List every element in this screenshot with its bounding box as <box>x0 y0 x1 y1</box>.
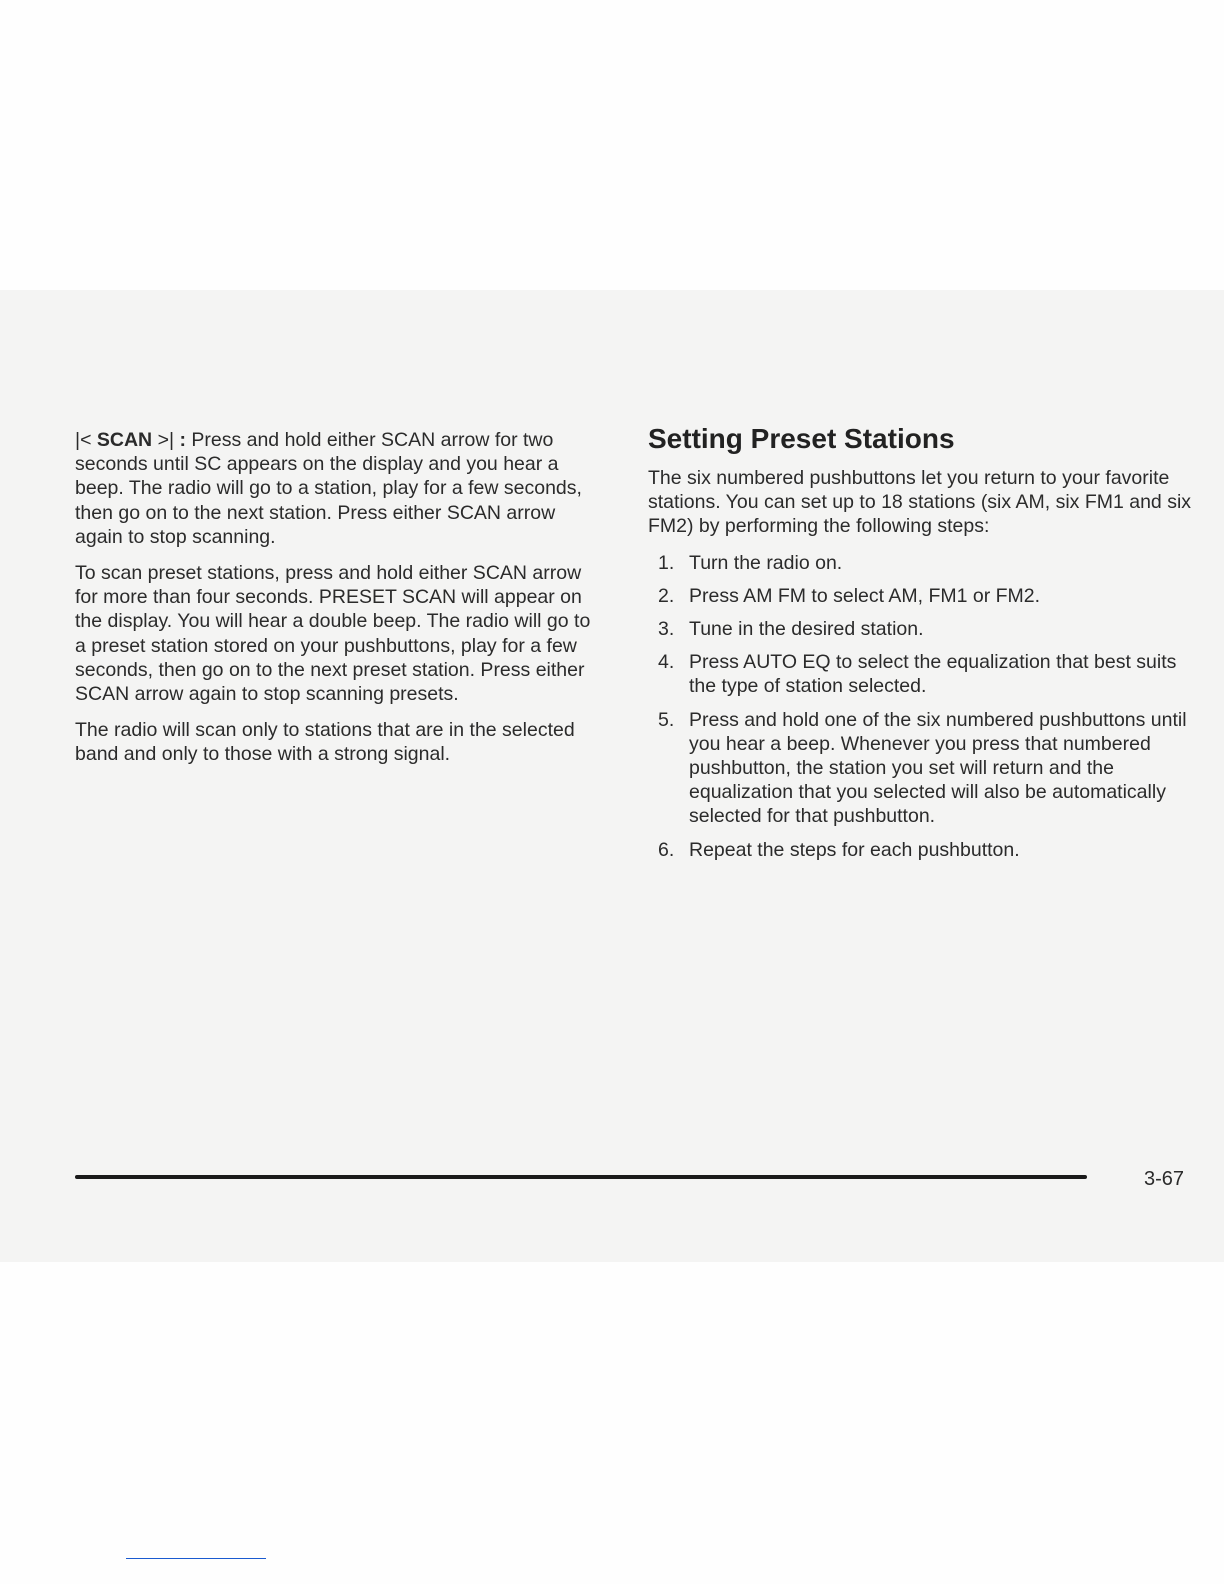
seek-back-icon: |< <box>75 429 92 451</box>
scan-heading <box>75 429 191 451</box>
list-item <box>648 617 1193 641</box>
scan-description: Press and hold either SCAN arrow for two seconds until SC appears on the display and you hear a beep. The radio will go to a station, play for a few seconds, then go on to the next station. Press either SCAN arrow again to stop scanning. <box>75 429 582 548</box>
preset-scan-paragraph: To scan preset stations, press and hold either SCAN arrow for more than four seconds. PRESET SCAN will appear on the display. You will hear a double beep. The radio will go to a preset station stored on your pushbuttons, play for a few seconds, then go on to the next preset station. Press either SCAN arrow again to stop scanning presets. <box>75 562 591 706</box>
step-text: Turn the radio on. <box>689 551 843 574</box>
step-text: Tune in the desired station. <box>689 618 924 641</box>
scan-band-paragraph: The radio will scan only to stations that are in the selected band and only to those with a strong signal. <box>75 719 575 766</box>
step-number: 5. <box>658 708 675 731</box>
step-number: 2. <box>658 584 675 607</box>
page-number: 3-67 <box>1144 1168 1185 1190</box>
left-column <box>75 428 603 779</box>
scan-paragraph <box>75 428 603 549</box>
scan-label: SCAN <box>96 429 153 451</box>
step-text: Press and hold one of the six numbered pushbuttons until you hear a beep. Whenever you press that numbered pushbutton, the station you set will return and the equalization that you selected will also be automatically selected for that pushbutton. <box>689 708 1187 828</box>
intro-paragraph: The six numbered pushbuttons let you return to your favorite stations. You can set up to 18 stations (six AM, six FM1 and six FM2) by performing the following steps: <box>648 467 1192 538</box>
list-item <box>648 584 1193 608</box>
seek-forward-icon: >| <box>157 429 175 451</box>
step-number: 4. <box>658 651 675 674</box>
footer-divider <box>75 1175 1087 1179</box>
step-number: 6. <box>658 838 675 861</box>
step-number: 1. <box>658 551 675 574</box>
right-column <box>648 422 1193 871</box>
link-underline <box>126 1558 266 1559</box>
scan-colon: : <box>179 429 186 451</box>
step-text: Repeat the steps for each pushbutton. <box>689 838 1020 861</box>
step-text: Press AUTO EQ to select the equalization that best suits the type of station selected. <box>689 651 1177 698</box>
list-item <box>648 551 1193 575</box>
section-heading: Setting Preset Stations <box>648 423 955 454</box>
step-number: 3. <box>658 618 675 641</box>
step-text: Press AM FM to select AM, FM1 or FM2. <box>689 584 1041 607</box>
list-item <box>648 708 1193 829</box>
list-item <box>648 838 1193 862</box>
steps-list <box>648 551 1193 862</box>
list-item <box>648 650 1193 698</box>
